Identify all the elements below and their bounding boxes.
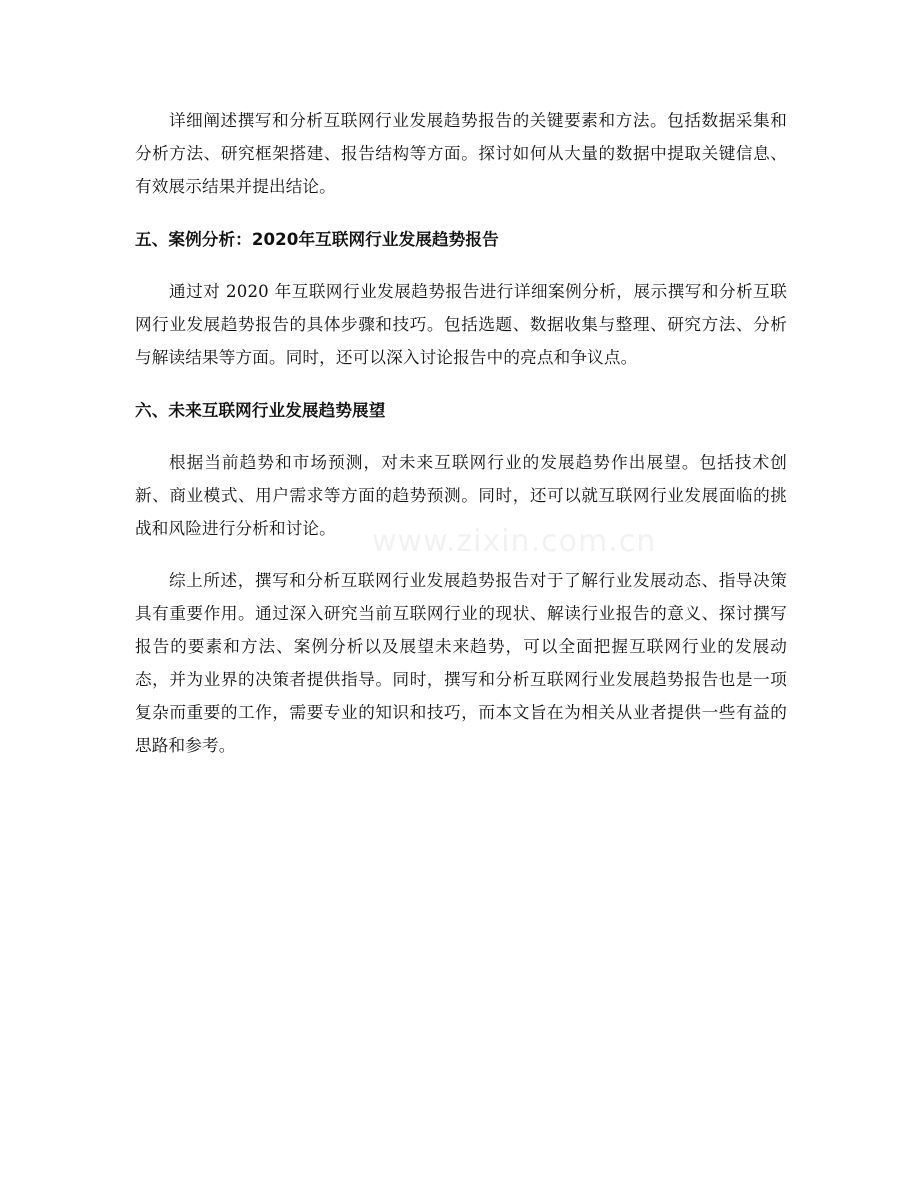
section-heading-case-study: 五、案例分析：2020年互联网行业发展趋势报告	[135, 230, 499, 249]
document-body	[135, 104, 787, 762]
conclusion-paragraph: 综上所述，撰写和分析互联网行业发展趋势报告对于了解行业发展动态、指导决策具有重要作用。通过深入研究当前互联网行业的现状、解读行业报告的意义、探讨撰写报告的要素和方法、案例分析以及展望未来趋势，可以全面把握互联网行业的发展动态，并为业界的决策者提供指导。同时，撰写和分析互联网行业发展趋势报告也是一项复杂而重要的工作，需要专业的知识和技巧，而本文旨在为相关从业者提供一些有益的思路和参考。	[135, 571, 787, 755]
outlook-paragraph: 根据当前趋势和市场预测，对未来互联网行业的发展趋势作出展望。包括技术创新、商业模式、用户需求等方面的趋势预测。同时，还可以就互联网行业发展面临的挑战和风险进行分析和讨论。	[135, 453, 787, 538]
intro-paragraph: 详细阐述撰写和分析互联网行业发展趋势报告的关键要素和方法。包括数据采集和分析方法、研究框架搭建、报告结构等方面。探讨如何从大量的数据中提取关键信息、有效展示结果并提出结论。	[135, 111, 787, 196]
case-study-paragraph: 通过对 2020 年互联网行业发展趋势报告进行详细案例分析，展示撰写和分析互联网行业发展趋势报告的具体步骤和技巧。包括选题、数据收集与整理、研究方法、分析与解读结果等方面。同时，还可以深入讨论报告中的亮点和争议点。	[135, 282, 787, 367]
watermark-text: www.zixin.com.cn	[372, 524, 657, 559]
section-heading-outlook: 六、未来互联网行业发展趋势展望	[135, 401, 386, 420]
